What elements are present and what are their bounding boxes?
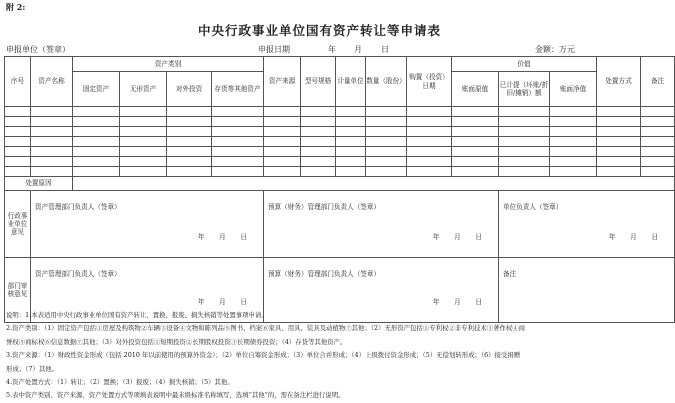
cell[interactable]: [366, 147, 407, 157]
cell[interactable]: [641, 117, 675, 127]
note-line: 4.资产处置方式：（1）转让；（2）置换；（3）报废；（4）损失核销；（5）其他。: [6, 378, 234, 387]
cell[interactable]: [452, 107, 499, 117]
cell[interactable]: [31, 117, 73, 127]
header-depreciation: 已计提（坏账/折旧/摊销）额: [499, 72, 550, 107]
sign-label: 预算（财务）管理部门负责人（签章）: [268, 203, 381, 211]
cell[interactable]: [5, 157, 31, 167]
cell[interactable]: [167, 117, 212, 127]
cell[interactable]: [366, 117, 407, 127]
cell[interactable]: [264, 127, 301, 137]
cell[interactable]: [167, 157, 212, 167]
cell[interactable]: [167, 127, 212, 137]
cell[interactable]: [73, 147, 120, 157]
cell[interactable]: [31, 127, 73, 137]
sign-date: 年 月 日: [197, 297, 247, 306]
header-purchase-date: 购置（投资）日期: [407, 57, 452, 107]
date-label: 申报日期: [258, 45, 290, 54]
table-row: [5, 147, 675, 157]
cell[interactable]: [597, 127, 641, 137]
cell[interactable]: [264, 167, 301, 177]
amount-unit: 金额：万元: [535, 45, 575, 54]
table-row: [5, 117, 675, 127]
header-unit: 计量单位: [336, 57, 366, 107]
note-line: 誉权⑤商标权⑥信息数据⑦其他；（3）对外投资包括①短期投资②长期股权投资③长期债券投资；（4）存货等其他资产。: [6, 337, 347, 346]
cell[interactable]: [212, 167, 264, 177]
cell[interactable]: [499, 137, 550, 147]
sign-date: 年 月 日: [432, 297, 482, 306]
cell[interactable]: [120, 127, 167, 137]
cell[interactable]: [597, 157, 641, 167]
cell[interactable]: [5, 107, 31, 117]
cell[interactable]: [550, 137, 597, 147]
admin-finance-sign[interactable]: [264, 191, 499, 258]
cell[interactable]: [407, 167, 452, 177]
cell[interactable]: [499, 157, 550, 167]
date-month: 月: [354, 45, 362, 54]
header-inventory: 存货等其他资产: [212, 72, 264, 107]
cell[interactable]: [167, 137, 212, 147]
cell[interactable]: [550, 107, 597, 117]
cell[interactable]: [336, 117, 366, 127]
table-row: [5, 157, 675, 167]
cell[interactable]: [264, 157, 301, 167]
cell[interactable]: [212, 157, 264, 167]
header-value: 价值: [452, 57, 597, 72]
sign-date: 年 月 日: [197, 232, 247, 241]
table-row: [5, 137, 675, 147]
cell[interactable]: [73, 117, 120, 127]
sign-date: 年 月 日: [432, 232, 482, 241]
cell[interactable]: [301, 147, 336, 157]
cell[interactable]: [31, 147, 73, 157]
table-row: [5, 107, 675, 117]
cell[interactable]: [597, 107, 641, 117]
cell[interactable]: [550, 147, 597, 157]
admin-unit-head-sign[interactable]: [499, 191, 675, 258]
cell[interactable]: [167, 167, 212, 177]
header-book-value: 账面原值: [452, 72, 499, 107]
cell[interactable]: [73, 137, 120, 147]
cell[interactable]: [120, 137, 167, 147]
reason-label: 处置原因: [5, 177, 73, 191]
cell[interactable]: [120, 167, 167, 177]
section-dept-label: 部门审核意见: [5, 258, 31, 323]
cell[interactable]: [550, 157, 597, 167]
header-disposal-method: 处置方式: [597, 57, 641, 107]
cell[interactable]: [366, 167, 407, 177]
cell[interactable]: [31, 167, 73, 177]
cell[interactable]: [597, 117, 641, 127]
cell[interactable]: [641, 127, 675, 137]
cell[interactable]: [5, 117, 31, 127]
cell[interactable]: [120, 117, 167, 127]
cell[interactable]: [452, 147, 499, 157]
header-intangible: 无形资产: [120, 72, 167, 107]
cell[interactable]: [641, 137, 675, 147]
cell[interactable]: [212, 117, 264, 127]
annex-label: 附 2:: [6, 2, 26, 12]
cell[interactable]: [120, 157, 167, 167]
header-asset-name: 资产名称: [31, 57, 73, 107]
cell[interactable]: [407, 157, 452, 167]
header-external: 对外投资: [167, 72, 212, 107]
cell[interactable]: [31, 107, 73, 117]
cell[interactable]: [212, 147, 264, 157]
cell[interactable]: [499, 127, 550, 137]
cell[interactable]: [407, 107, 452, 117]
cell[interactable]: [499, 147, 550, 157]
date-year: 年: [328, 45, 336, 54]
cell[interactable]: [597, 137, 641, 147]
cell[interactable]: [167, 107, 212, 117]
cell[interactable]: [73, 167, 120, 177]
cell[interactable]: [452, 117, 499, 127]
sign-label: 预算（财务）管理部门负责人（签章）: [268, 270, 381, 278]
cell[interactable]: [5, 127, 31, 137]
cell[interactable]: [301, 107, 336, 117]
cell[interactable]: [336, 137, 366, 147]
cell[interactable]: [336, 107, 366, 117]
cell[interactable]: [641, 147, 675, 157]
notes-section: [6, 309, 634, 403]
cell[interactable]: [73, 157, 120, 167]
cell[interactable]: [301, 157, 336, 167]
table-row: [5, 167, 675, 177]
cell[interactable]: [452, 167, 499, 177]
cell[interactable]: [407, 147, 452, 157]
cell[interactable]: [31, 157, 73, 167]
cell[interactable]: [5, 137, 31, 147]
cell[interactable]: [499, 107, 550, 117]
cell[interactable]: [264, 137, 301, 147]
cell[interactable]: [264, 147, 301, 157]
note-line: 2.资产类别：（1）固定资产包括①房屋及构筑物②车辆③设备④文物和陈列品⑤图书、档案⑥家具、用具、装具及动植物⑦其他；（2）无形资产包括①专利权②非专利技术③著作权④商: [6, 324, 526, 333]
cell[interactable]: [31, 137, 73, 147]
cell[interactable]: [452, 137, 499, 147]
header-remarks: 备注: [641, 57, 675, 107]
cell[interactable]: [452, 157, 499, 167]
cell[interactable]: [407, 117, 452, 127]
note-line: 说明：1.本表适用中央行政事业单位国有资产转让、置换、报废、损失核销等处置事项申请。: [6, 311, 268, 319]
cell[interactable]: [120, 107, 167, 117]
date-day: 日: [381, 45, 389, 54]
application-table: [4, 56, 675, 323]
admin-asset-mgmt-sign[interactable]: [31, 191, 264, 258]
cell[interactable]: [407, 137, 452, 147]
cell[interactable]: [73, 107, 120, 117]
cell[interactable]: [73, 127, 120, 137]
sign-label: 单位负责人（签章）: [503, 203, 563, 211]
section-admin-label: 行政事业单位意见: [5, 191, 31, 258]
cell[interactable]: [336, 167, 366, 177]
cell[interactable]: [301, 117, 336, 127]
cell[interactable]: [550, 167, 597, 177]
cell[interactable]: [301, 137, 336, 147]
cell[interactable]: [264, 107, 301, 117]
cell[interactable]: [641, 167, 675, 177]
cell[interactable]: [120, 147, 167, 157]
cell[interactable]: [366, 107, 407, 117]
note-line: 5.表中资产类别、资产来源、资产处置方式等项填表说明中最末级标准名称填写，选填“其他”的，需在备注栏进行说明。: [6, 391, 345, 400]
form-title: 中央行政事业单位国有资产转让等申请表: [197, 23, 441, 38]
cell[interactable]: [550, 127, 597, 137]
note-line: 3.资产来源：（1）财政性资金形成（包括 2010 年以前使用的预算外资金）；（2）单位自筹资金形成；（3）单位合并形成；（4）上级拨付资金形成；（5）无偿划转形成；（6）接受捐赠: [6, 351, 521, 360]
sign-date: 年 月 日: [608, 232, 659, 241]
note-line: 形成；（7）其他。: [6, 364, 58, 373]
cell[interactable]: [597, 147, 641, 157]
cell[interactable]: [167, 147, 212, 157]
sign-label: 资产管理部门负责人（签章）: [35, 270, 121, 278]
cell[interactable]: [366, 127, 407, 137]
cell[interactable]: [366, 157, 407, 167]
cell[interactable]: [641, 157, 675, 167]
header-seq: 序号: [5, 57, 31, 107]
reason-field[interactable]: [73, 177, 675, 191]
header-category: 资产类别: [73, 57, 264, 72]
cell[interactable]: [550, 117, 597, 127]
table-row: [5, 127, 675, 137]
applicant-label: 申报单位（签章）: [6, 45, 70, 54]
cell[interactable]: [641, 107, 675, 117]
remarks-label: 备注: [503, 270, 517, 278]
header-net-value: 账面净值: [550, 72, 597, 107]
cell[interactable]: [336, 127, 366, 137]
cell[interactable]: [212, 137, 264, 147]
cell[interactable]: [212, 127, 264, 137]
cell[interactable]: [5, 167, 31, 177]
header-quantity: 数量（股份）: [366, 57, 407, 107]
cell[interactable]: [336, 157, 366, 167]
cell[interactable]: [452, 127, 499, 137]
header-fixed: 固定资产: [73, 72, 120, 107]
cell[interactable]: [5, 147, 31, 157]
cell[interactable]: [499, 167, 550, 177]
cell[interactable]: [301, 127, 336, 137]
header-source: 资产来源: [264, 57, 301, 107]
cell[interactable]: [407, 127, 452, 137]
cell[interactable]: [597, 167, 641, 177]
cell[interactable]: [301, 167, 336, 177]
cell[interactable]: [212, 107, 264, 117]
cell[interactable]: [499, 117, 550, 127]
cell[interactable]: [366, 137, 407, 147]
sign-label: 资产管理部门负责人（签章）: [35, 203, 121, 211]
cell[interactable]: [336, 147, 366, 157]
cell[interactable]: [264, 117, 301, 127]
header-model: 型号规格: [301, 57, 336, 107]
